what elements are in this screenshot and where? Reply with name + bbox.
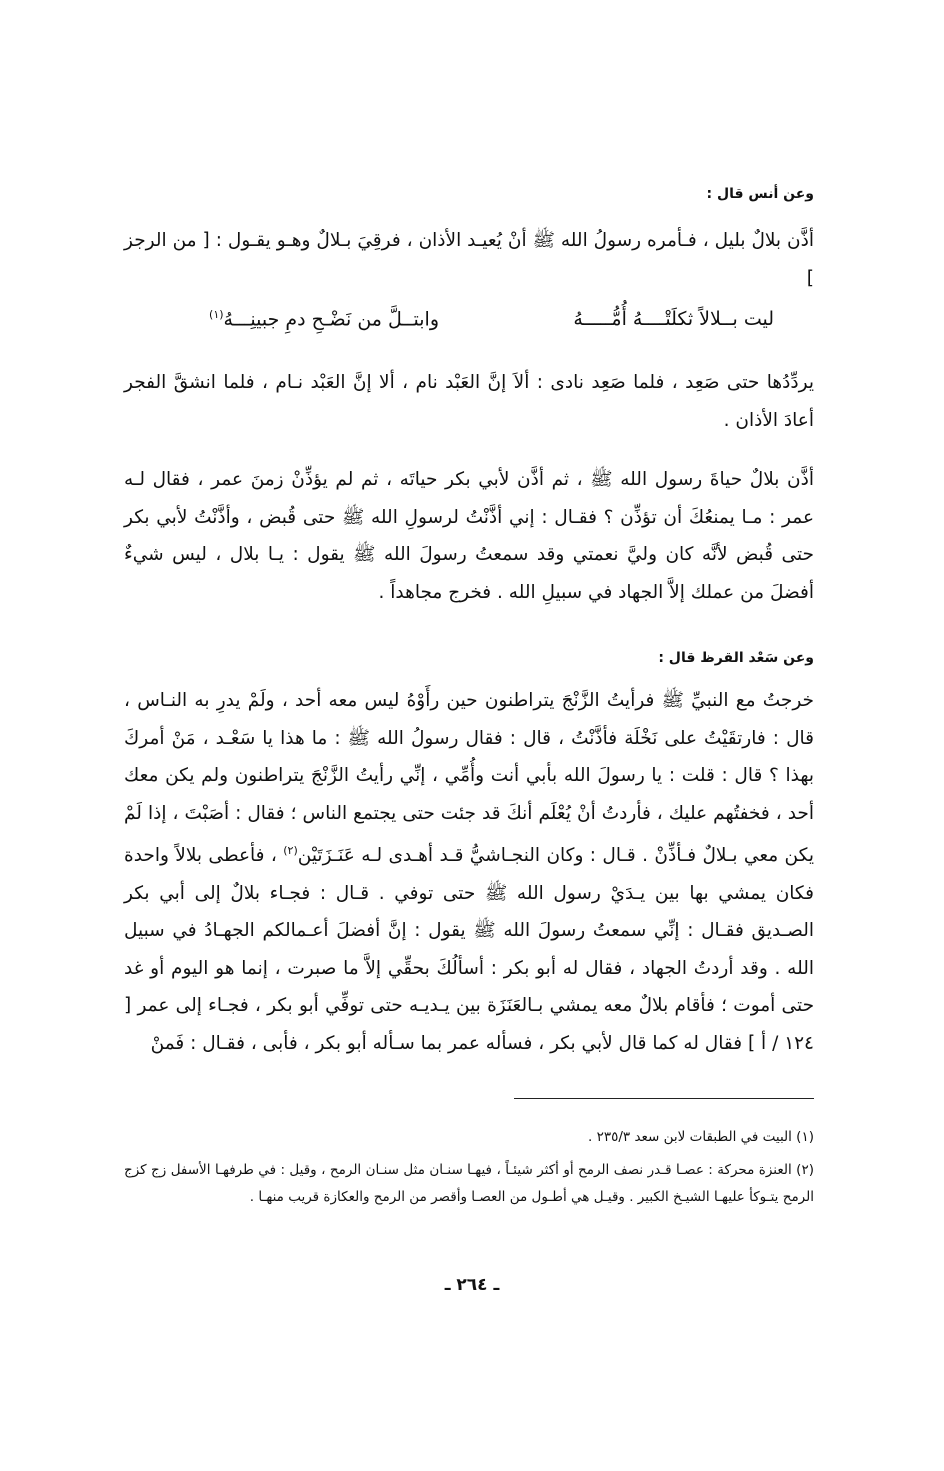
narration-heading-saad: وعن سَعْد القرظ قال : (658, 650, 814, 666)
verse-second-hemistich: وابتــلَّ من نَضْـحِ دمِ جبينِـــهُ$^{(١)}$ (209, 308, 439, 331)
footnote-ref-1: (١) (209, 308, 224, 321)
footnote-1: (١) البيت في الطبقات لابن سعد ٢٣٥/٣ . (588, 1129, 814, 1145)
verse-first-hemistich: ليت بــلالاً ثكلَتْــــهُ أُمُّـــــهُ (573, 308, 774, 330)
narration-heading-anas: وعن أنس قال : (706, 186, 814, 202)
page-number: ـ ٢٦٤ ـ (444, 1275, 500, 1295)
poetic-verse (124, 308, 814, 348)
paragraph-saad: خرجتُ مع النبيِّ ﷺ فرأيتُ الزَّنْجَ يتراطنون حين رأَوْهُ ليس معه أحد ، ولَمْ يدرِ به النـاس ، قال : فارتقَيْتُ على نَخْلَة فأذَّنْتُ ، قال : فقال رسولُ الله ﷺ : ما هذا يا سَعْـد ، مَنْ أمركَ بهذا ؟ قال : قلت : يا رسولَ الله بأبي أنت وأُمِّي ، إنِّي رأيتُ الزَّنْجَ يتراطنون ولم يكن معك أحد ، فخفتُهم عليك ، فأردتُ أنْ يُعْلَم أنكَ قد جئت حتى يجتمع الناس ؛ فقال : أصَبْتَ ، إذا لَمْ يكن معي بـلالٌ فـأذِّنْ . قـال : وكان النجـاشيُّ قـد أهـدى لـه عَنَـزَتَيْن$^{(٢)}$ ، فأعطى بلالاً واحدة فكان يمشي بها بين يـدَيْ رسول الله ﷺ حتى توفي . قـال : فجـاء بلالٌ إلى أبي بكر الصـديق فقـال : إنِّي سمعتُ رسولَ الله ﷺ يقول : إنَّ أفضلَ أعـمالكم الجهـادُ في سبيل الله . وقد أردتُ الجهاد ، فقال له أبو بكر : أسألُكَ بحقِّي إلاَّ ما صبرت ، إنما هو اليوم أو غد حتى أموت ؛ فأقام بلالٌ معه يمشي بـالعَنَزَة بين يـديـه حتى توفِّي أبو بكر ، فجـاء إلى عمر [ ١٢٤ / أ ] فقال له كما قال لأبي بكر ، فسأله عمر بما سـأله أبو بكر ، فأبى ، فقـال : فَمنْ (124, 690, 814, 1054)
paragraph-bilal-adhan: أذَّن بلالٌ حياةَ رسول الله ﷺ ، ثم أذَّن لأبي بكر حياتَه ، ثم لم يؤذِّنْ زمنَ عمر ، فقال لـه عمر : مـا يمنعُكَ أن تؤذِّن ؟ فقـال : إني أذَّنْتُ لرسولِ الله ﷺ حتى قُبض ، وأذَّنْتُ لأبي بكر حتى قُبض لأنَّه كان وليَّ نعمتي وقد سمعتُ رسولَ الله ﷺ يقول : يـا بلال ، ليس شيءٌ أفضلَ من عملك إلاَّ الجهاد في سبيلِ الله . فخرج مجاهداً . (124, 469, 814, 603)
paragraph-anas-continued: يردِّدُها حتى صَعِد ، فلما صَعِد نادى : ألاَ إنَّ العَبْد نام ، ألا إنَّ العَبْد نـام ، فلما انشقَّ الفجر أعادَ الأذان . (124, 372, 814, 431)
paragraph-anas: أذَّن بلالٌ بليل ، فـأمره رسولُ الله ﷺ أنْ يُعيـد الأذان ، فرقِيَ بـلالٌ وهـو يقـول : [ من الرجز ] (124, 230, 814, 289)
footnote-2: (٢) العنزة محركة : عصـا قـدر نصف الرمح أو أكثر شيئـاً ، فيهـا سنـان مثل سنـان الرمح ، وقيل : في طرفهـا الأسفل زج كزج الرمح يتـوكأ عليهـا الشيـخ الكبير . وقيـل هي أطـول من العصـا وأقصر من الرمح والعكازة قريب منهـا . (124, 1162, 814, 1205)
footnote-separator (514, 1098, 814, 1099)
footnote-ref-2: (٢) (283, 844, 298, 857)
